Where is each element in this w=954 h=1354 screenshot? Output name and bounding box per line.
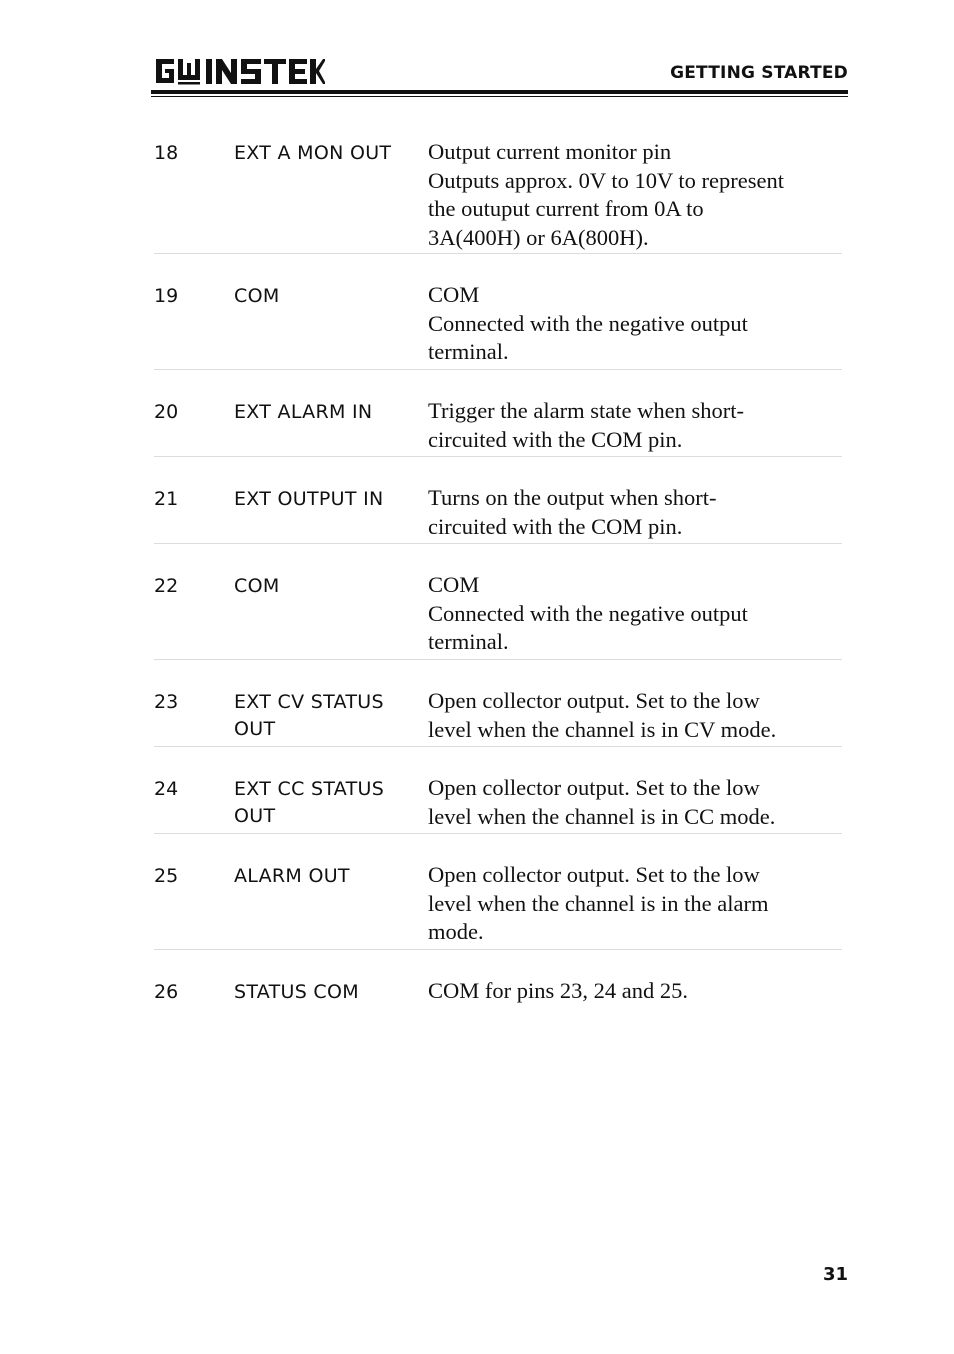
description-line: 3A(400H) or 6A(800H). [428, 224, 649, 250]
description-line: terminal. [428, 629, 509, 654]
description-line: Open collector output. Set to the low [428, 688, 760, 713]
header-rule-thick [151, 90, 848, 94]
pin-number: 24 [154, 778, 179, 800]
pin-number: 20 [154, 401, 179, 423]
description-line: circuited with the COM pin. [428, 513, 683, 539]
table-row [154, 457, 842, 544]
pin-name [234, 977, 428, 1008]
pin-name-line: COM [234, 575, 280, 597]
pin-description [428, 977, 842, 1008]
description-line: Trigger the alarm state when short- [428, 398, 744, 423]
pin-name [234, 571, 428, 659]
description-line: circuited with the COM pin. [428, 426, 683, 452]
pin-name-line: ALARM OUT [234, 865, 350, 887]
description-line: Turns on the output when short- [428, 485, 717, 510]
description-line: COM [428, 572, 480, 597]
pin-number: 21 [154, 488, 179, 510]
description-line: level when the channel is in CV mode. [428, 716, 777, 742]
pin-description [428, 397, 842, 456]
pin-description [428, 281, 842, 369]
table-row [154, 138, 842, 254]
pin-name-line: EXT CC STATUS [234, 778, 385, 800]
table-row [154, 254, 842, 370]
table-row [154, 660, 842, 747]
pin-number: 22 [154, 575, 179, 597]
page-header [151, 52, 848, 98]
description-line: level when the channel is in the alarm [428, 890, 769, 916]
pin-table [154, 138, 842, 1008]
pin-name-line: STATUS COM [234, 981, 359, 1003]
description-line: Open collector output. Set to the low [428, 862, 760, 887]
description-line: COM [428, 282, 480, 307]
pin-name-line: OUT [234, 718, 276, 740]
description-line: level when the channel is in CC mode. [428, 803, 776, 829]
description-line: Output current monitor pin [428, 139, 672, 164]
pin-name-line: OUT [234, 805, 276, 827]
description-line: terminal. [428, 339, 509, 364]
table-row [154, 747, 842, 834]
table-row [154, 544, 842, 660]
description-line: COM for pins 23, 24 and 25. [428, 978, 688, 1003]
pin-number: 19 [154, 285, 179, 307]
pin-name [234, 484, 428, 543]
pin-number: 26 [154, 981, 179, 1003]
description-line: Connected with the negative output [428, 310, 748, 336]
pin-number: 23 [154, 691, 179, 713]
description-line: Outputs approx. 0V to 10V to represent [428, 167, 785, 193]
description-line: Connected with the negative output [428, 600, 748, 626]
pin-name-line: EXT A MON OUT [234, 142, 392, 164]
pin-description [428, 774, 842, 833]
pin-name [234, 774, 428, 833]
pin-name [234, 397, 428, 456]
pin-name-line: EXT OUTPUT IN [234, 488, 384, 510]
table-row [154, 370, 842, 457]
header-rule-thin [151, 96, 848, 97]
pin-name [234, 687, 428, 746]
pin-description [428, 687, 842, 746]
description-line: the outuput current from 0A to [428, 196, 704, 221]
gw-instek-logo [153, 56, 325, 86]
pin-name-line: EXT CV STATUS [234, 691, 384, 713]
description-line: mode. [428, 919, 484, 944]
description-line: Open collector output. Set to the low [428, 775, 760, 800]
section-title: GETTING STARTED [670, 63, 848, 83]
pin-name [234, 138, 428, 253]
pin-name-line: EXT ALARM IN [234, 401, 373, 423]
pin-description [428, 138, 842, 253]
pin-name-line: COM [234, 285, 280, 307]
pin-name [234, 861, 428, 949]
pin-name [234, 281, 428, 369]
pin-description [428, 484, 842, 543]
pin-description [428, 861, 842, 949]
table-row [154, 834, 842, 950]
table-row [154, 950, 842, 1008]
page-number: 31 [822, 1264, 848, 1285]
pin-description [428, 571, 842, 659]
pin-number: 18 [154, 142, 179, 164]
pin-number: 25 [154, 865, 179, 887]
